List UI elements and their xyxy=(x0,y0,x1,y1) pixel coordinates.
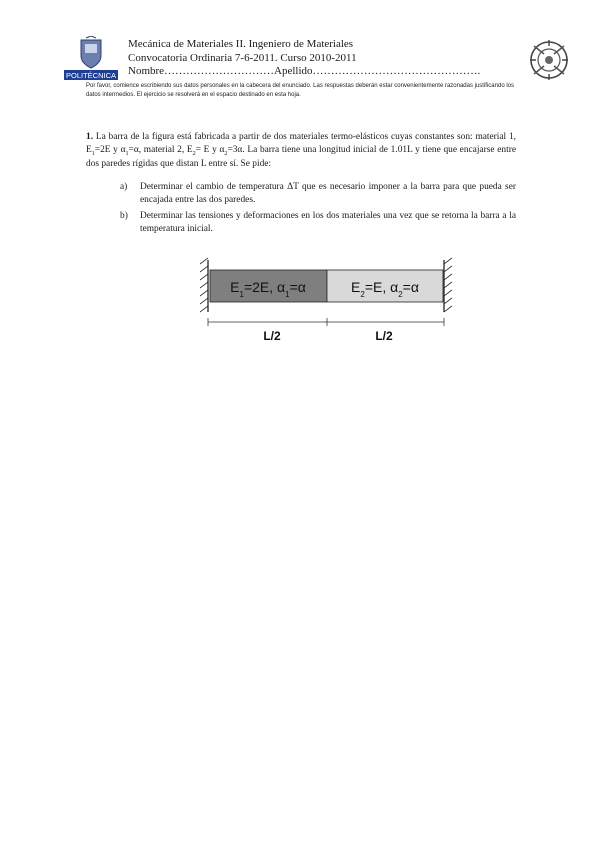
logo-text: POLITÉCNICA xyxy=(65,71,117,80)
question-tag: b) xyxy=(120,210,128,221)
material-1-label: $E_1=2E$, $\alpha_1=\alpha$ xyxy=(230,279,306,299)
question-text: Determinar las tensiones y deformaciones en los dos materiales una vez que se retorna la barra a la temperatura inicial. xyxy=(140,210,516,235)
crest-icon xyxy=(81,36,101,68)
problem-text: = E y α xyxy=(195,145,225,156)
bar-figure xyxy=(196,256,464,346)
left-wall xyxy=(200,258,208,312)
material-2-label: $E_2=E$, $\alpha_2=\alpha$ xyxy=(351,279,419,299)
question-text: Determinar el cambio de temperatura ΔT que es necesario imponer a la barra para que pueda ser encajada entre las dos paredes. xyxy=(140,182,516,206)
department-seal-icon xyxy=(526,38,572,82)
question-tag: a) xyxy=(120,182,128,192)
problem-text: =α, material 2, E xyxy=(128,145,193,156)
question-item xyxy=(120,181,516,208)
course-title: Mecánica de Materiales II. Ingeniero de Materiales xyxy=(128,38,354,50)
subscript: 2 xyxy=(192,151,196,158)
exam-header xyxy=(128,38,480,79)
exam-session: Convocatoria Ordinaria 7-6-2011. Curso 2010-2011 xyxy=(128,51,357,64)
subscript: 1 xyxy=(91,151,95,158)
dimension-right-label: L/2 xyxy=(375,329,393,343)
university-logo xyxy=(64,36,118,82)
problem-number: 1. xyxy=(86,132,94,142)
question-list xyxy=(120,181,516,239)
problem-text: =3α. La barra tiene una longitud inicial de 1.01L y tiene que encajarse entre dos paredes rígidas que distan L entre sí. Se pide: xyxy=(86,145,516,169)
instructions: Por favor, comience escribiendo sus datos personales en la cabecera del enunciado. Las respuestas deberán estar convenientemente razonadas justificando los datos intermedios. El ejercicio se resolverá en el espacio destinado en esta hoja. xyxy=(86,83,514,98)
dimension-line xyxy=(208,318,444,326)
subscript: 2 xyxy=(224,151,228,158)
name-line: Nombre…………………………Apellido………………………………………. xyxy=(128,65,481,77)
subscript: 1 xyxy=(125,151,129,158)
dimension-left-label: L/2 xyxy=(263,329,281,343)
problem-statement xyxy=(86,131,516,171)
problem-text: La barra de la figura está fabricada a partir de dos materiales termo-elásticos cuyas constantes son: material 1, E xyxy=(86,132,517,156)
right-wall xyxy=(444,258,452,312)
question-item xyxy=(120,210,516,237)
problem-text: =2E y α xyxy=(94,145,126,156)
